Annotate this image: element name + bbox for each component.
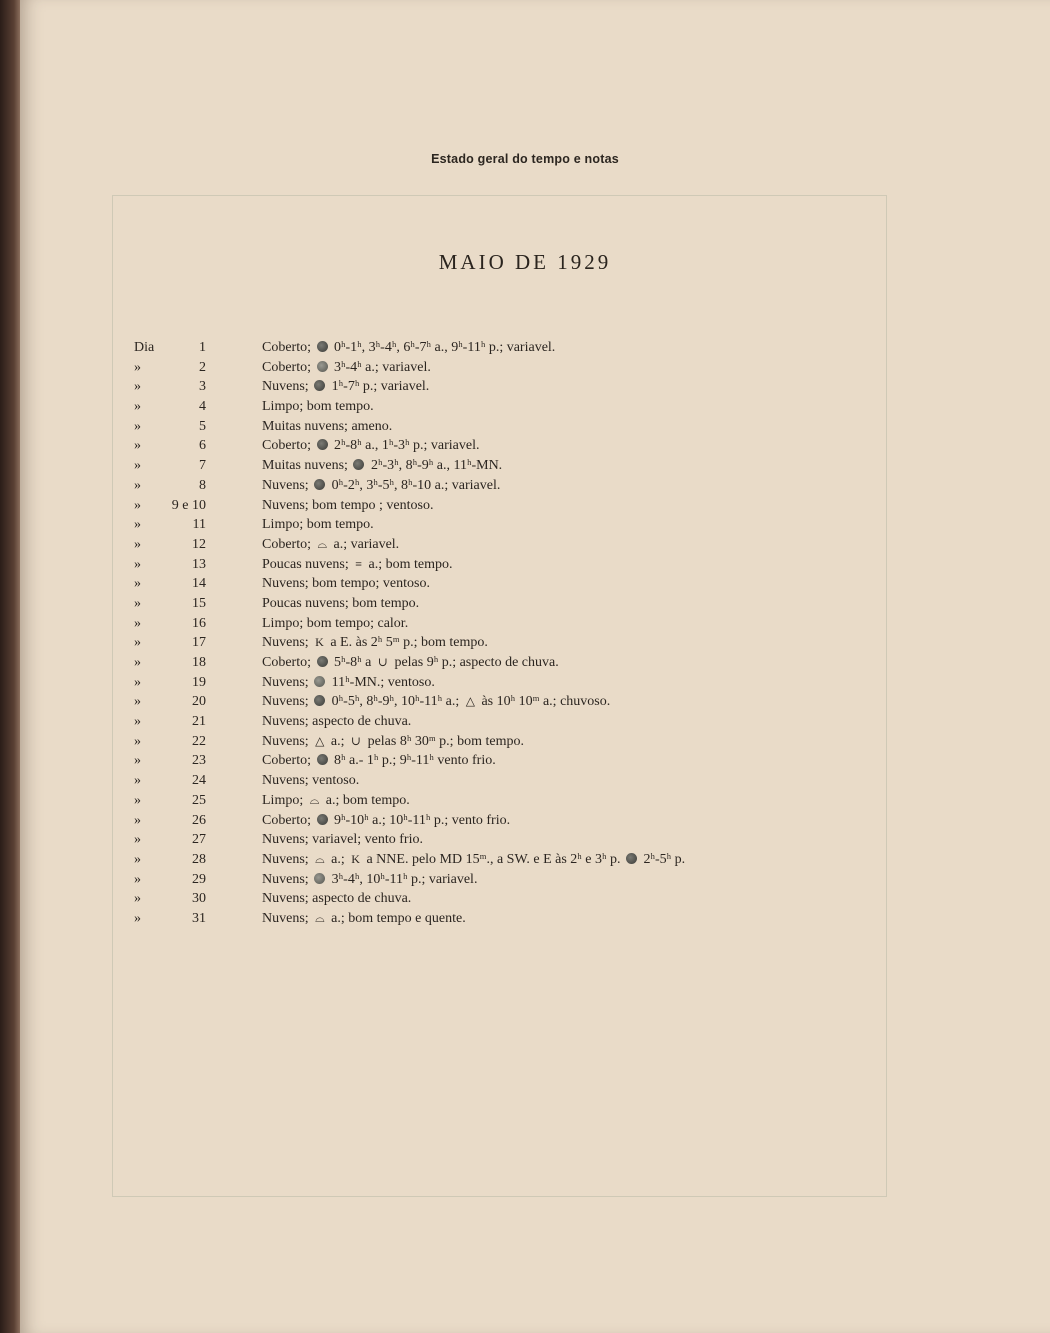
dew-symbol-icon: ⌓ xyxy=(315,851,325,866)
entry-day: 27 xyxy=(192,832,206,848)
entry-text: Coberto; 8ʰ a.- 1ʰ p.; 9ʰ-11ʰ vento frio. xyxy=(262,753,496,769)
entry-text: Muitas nuvens; ameno. xyxy=(262,418,393,434)
entry-row xyxy=(0,379,1050,399)
entry-row xyxy=(0,635,1050,655)
entry-day: 29 xyxy=(192,871,206,887)
entry-row xyxy=(0,419,1050,439)
rain-symbol-icon xyxy=(317,656,328,667)
entry-day: 7 xyxy=(199,458,206,474)
entry-row xyxy=(0,399,1050,419)
rainbow-symbol-icon: ∪ xyxy=(351,733,362,748)
entry-day: 12 xyxy=(192,536,206,552)
entry-lead: » xyxy=(134,714,141,730)
entry-day: 28 xyxy=(192,851,206,867)
entry-text: Nuvens; 0ʰ-5ʰ, 8ʰ-9ʰ, 10ʰ-11ʰ a.; △ às 10ʰ 10ᵐ a.; chuvoso. xyxy=(262,694,611,710)
entry-lead: » xyxy=(134,497,141,513)
thunder-symbol-icon: K xyxy=(351,851,360,866)
entry-text: Coberto; ⌓ a.; variavel. xyxy=(262,536,400,552)
entry-lead: » xyxy=(134,458,141,474)
drizzle-symbol-icon xyxy=(314,873,325,884)
rain-symbol-icon xyxy=(314,479,325,490)
entry-day: 11 xyxy=(192,517,206,533)
entry-row xyxy=(0,753,1050,773)
rain-symbol-icon xyxy=(314,380,325,391)
fog-symbol-icon: ≡ xyxy=(355,556,362,571)
entry-text: Limpo; bom tempo; calor. xyxy=(262,615,409,631)
entry-text: Coberto; 3ʰ-4ʰ a.; variavel. xyxy=(262,359,431,375)
weather-entries-list xyxy=(0,340,1050,931)
entry-day: 6 xyxy=(199,438,206,454)
rain-symbol-icon xyxy=(353,459,364,470)
dew-symbol-icon: ⌓ xyxy=(309,792,320,807)
entry-row xyxy=(0,557,1050,577)
entry-day: 24 xyxy=(192,773,206,789)
entry-day: 18 xyxy=(192,655,206,670)
entry-row xyxy=(0,340,1050,360)
entry-lead: » xyxy=(134,674,141,690)
entry-day: 21 xyxy=(192,714,206,730)
hail-symbol-icon: △ xyxy=(465,694,475,709)
entry-text: Nuvens; aspecto de chuva. xyxy=(262,891,412,907)
entry-row xyxy=(0,891,1050,911)
entry-day: 8 xyxy=(199,477,206,493)
entry-day: 2 xyxy=(199,359,206,375)
entry-row xyxy=(0,478,1050,498)
entry-day: 26 xyxy=(192,812,206,828)
page-header: Estado geral do tempo e notas xyxy=(431,152,619,166)
entry-lead: » xyxy=(134,753,141,769)
entry-lead: » xyxy=(134,438,141,454)
rain-symbol-icon xyxy=(317,341,328,352)
entry-text: Limpo; bom tempo. xyxy=(262,517,374,533)
entry-row xyxy=(0,714,1050,734)
entry-text: Limpo; bom tempo. xyxy=(262,399,374,415)
entry-day: 16 xyxy=(192,615,206,631)
entry-day: 22 xyxy=(192,733,206,749)
entry-lead: » xyxy=(134,773,141,789)
entry-row xyxy=(0,872,1050,892)
entry-day: 1 xyxy=(199,340,206,355)
entry-row xyxy=(0,911,1050,931)
hail-symbol-icon: △ xyxy=(315,733,325,748)
entry-row xyxy=(0,438,1050,458)
entry-row xyxy=(0,596,1050,616)
entry-day: 25 xyxy=(192,792,206,808)
entry-text: Nuvens; K a E. às 2ʰ 5ᵐ p.; bom tempo. xyxy=(262,635,488,651)
entry-lead: » xyxy=(134,812,141,828)
entry-text: Coberto; 2ʰ-8ʰ a., 1ʰ-3ʰ p.; variavel. xyxy=(262,438,480,454)
entry-day: 30 xyxy=(192,891,206,907)
entry-row xyxy=(0,360,1050,380)
entry-text: Nuvens; △ a.; ∪ pelas 8ʰ 30ᵐ p.; bom tempo. xyxy=(262,733,524,749)
entry-day: 14 xyxy=(192,576,206,592)
drizzle-symbol-icon xyxy=(314,676,325,687)
entry-row xyxy=(0,498,1050,518)
entry-day: 23 xyxy=(192,753,206,769)
entry-lead: » xyxy=(134,832,141,848)
page-title: MAIO DE 1929 xyxy=(438,250,612,274)
rain-symbol-icon xyxy=(317,814,328,825)
entry-text: Nuvens; ⌓ a.; K a NNE. pelo MD 15ᵐ., a SW. e E às 2ʰ e 3ʰ p. 2ʰ-5ʰ p. xyxy=(262,851,686,867)
entry-text: Nuvens; bom tempo; ventoso. xyxy=(262,576,430,592)
entry-text: Coberto; 9ʰ-10ʰ a.; 10ʰ-11ʰ p.; vento frio. xyxy=(262,812,511,828)
entry-lead: » xyxy=(134,635,141,651)
entry-row xyxy=(0,517,1050,537)
rain-symbol-icon xyxy=(314,695,325,706)
entry-text: Nuvens; aspecto de chuva. xyxy=(262,714,412,730)
entry-lead: » xyxy=(134,615,141,631)
entry-day: 4 xyxy=(199,399,206,415)
entry-day: 19 xyxy=(192,674,206,690)
entry-lead: » xyxy=(134,399,141,415)
entry-day: 31 xyxy=(192,910,206,926)
entry-row xyxy=(0,458,1050,478)
entry-lead: » xyxy=(134,595,141,611)
entry-lead: » xyxy=(134,359,141,375)
entry-text: Nuvens; 3ʰ-4ʰ, 10ʰ-11ʰ p.; variavel. xyxy=(262,871,478,887)
rain-symbol-icon xyxy=(317,439,328,450)
entry-text: Coberto; 0ʰ-1ʰ, 3ʰ-4ʰ, 6ʰ-7ʰ a., 9ʰ-11ʰ p.; variavel. xyxy=(262,340,556,355)
entry-lead: » xyxy=(134,891,141,907)
rain-symbol-icon xyxy=(317,754,328,765)
entry-lead: Dia xyxy=(134,340,155,355)
entry-text: Poucas nuvens; ≡ a.; bom tempo. xyxy=(262,556,453,572)
entry-text: Muitas nuvens; 2ʰ-3ʰ, 8ʰ-9ʰ a., 11ʰ-MN. xyxy=(262,458,503,474)
entry-lead: » xyxy=(134,536,141,552)
dew-symbol-icon: ⌓ xyxy=(317,536,327,551)
entry-lead: » xyxy=(134,851,141,867)
entry-day: 20 xyxy=(192,694,206,710)
dew-symbol-icon: ⌓ xyxy=(315,910,325,925)
entry-day: 13 xyxy=(192,556,206,572)
entry-text: Nuvens; variavel; vento frio. xyxy=(262,832,423,848)
entry-lead: » xyxy=(134,556,141,572)
entry-lead: » xyxy=(134,871,141,887)
entry-day: 3 xyxy=(199,379,206,395)
entry-text: Nuvens; ventoso. xyxy=(262,773,360,789)
entry-row xyxy=(0,734,1050,754)
entry-day: 17 xyxy=(192,635,206,651)
entry-day: 15 xyxy=(192,595,206,611)
entry-row xyxy=(0,852,1050,872)
entry-text: Nuvens; 1ʰ-7ʰ p.; variavel. xyxy=(262,379,430,395)
entry-lead: » xyxy=(134,379,141,395)
entry-text: Nuvens; ⌓ a.; bom tempo e quente. xyxy=(262,910,466,926)
rain-symbol-icon xyxy=(626,853,637,864)
entry-lead: » xyxy=(134,418,141,434)
entry-day: 5 xyxy=(199,418,206,434)
entry-text: Nuvens; bom tempo ; ventoso. xyxy=(262,497,434,513)
entry-text: Poucas nuvens; bom tempo. xyxy=(262,595,420,611)
entry-row xyxy=(0,616,1050,636)
entry-text: Nuvens; 11ʰ-MN.; ventoso. xyxy=(262,674,435,690)
entry-lead: » xyxy=(134,576,141,592)
entry-lead: » xyxy=(134,477,141,493)
entry-row xyxy=(0,793,1050,813)
entry-lead: » xyxy=(134,694,141,710)
entry-lead: » xyxy=(134,655,141,670)
entry-row xyxy=(0,813,1050,833)
entry-row xyxy=(0,576,1050,596)
entry-lead: » xyxy=(134,910,141,926)
entry-text: Coberto; 5ʰ-8ʰ a ∪ pelas 9ʰ p.; aspecto de chuva. xyxy=(262,655,559,670)
entry-row xyxy=(0,832,1050,852)
entry-row xyxy=(0,537,1050,557)
entry-row xyxy=(0,675,1050,695)
entry-day: 9 e 10 xyxy=(171,497,206,513)
entry-row xyxy=(0,773,1050,793)
entry-lead: » xyxy=(134,733,141,749)
entry-row xyxy=(0,655,1050,675)
entry-row xyxy=(0,694,1050,714)
rainbow-symbol-icon: ∪ xyxy=(377,655,388,669)
drizzle-symbol-icon xyxy=(317,361,328,372)
entry-text: Nuvens; 0ʰ-2ʰ, 3ʰ-5ʰ, 8ʰ-10 a.; variavel. xyxy=(262,477,501,493)
entry-lead: » xyxy=(134,792,141,808)
entry-text: Limpo; ⌓ a.; bom tempo. xyxy=(262,792,410,808)
entry-lead: » xyxy=(134,517,141,533)
thunder-symbol-icon: K xyxy=(315,635,324,650)
